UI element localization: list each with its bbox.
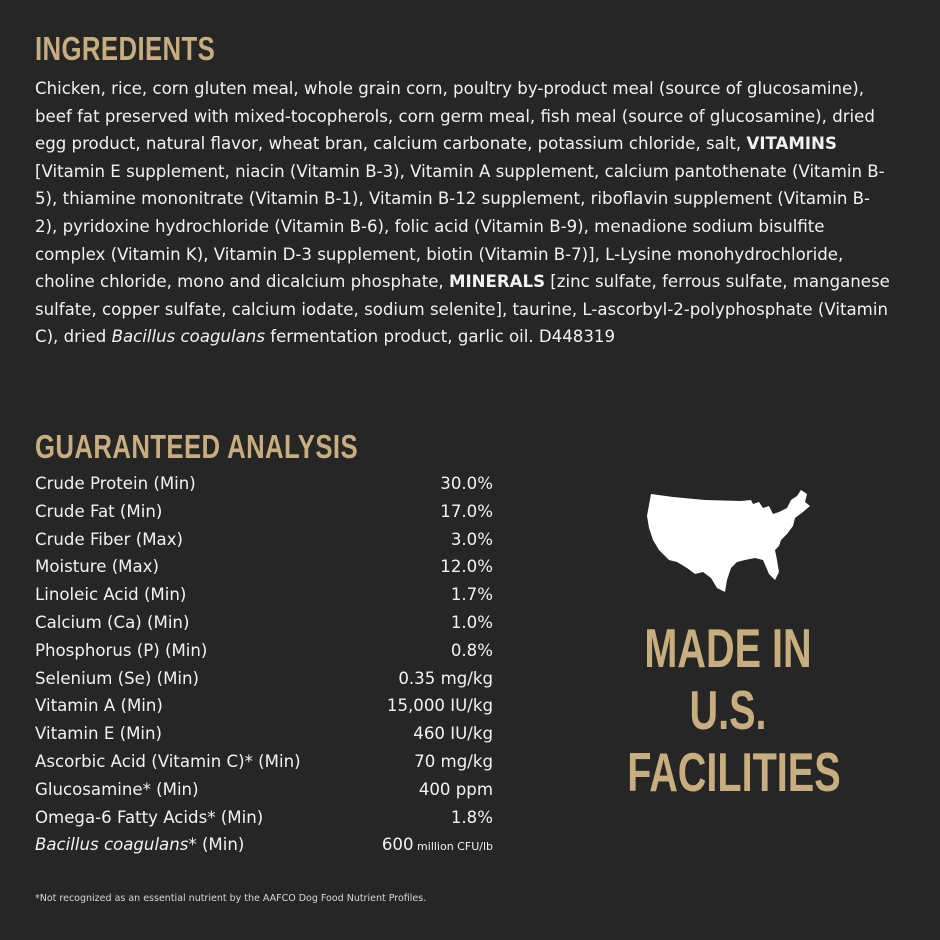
footnote: *Not recognized as an essential nutrient by the AAFCO Dog Food Nutrient Profiles. xyxy=(35,893,427,904)
ingredients-text xyxy=(35,75,890,351)
analysis-name: Linoleic Acid (Min) xyxy=(35,585,187,605)
analysis-value: 15,000 IU/kg xyxy=(386,696,493,716)
analysis-name: Crude Fat (Min) xyxy=(35,501,163,521)
analysis-name: Vitamin A (Min) xyxy=(35,696,163,716)
ingredients-part-1: Chicken, rice, corn gluten meal, whole grain corn, poultry by-product meal (source of glucosamine), beef fat preserved with mixed-tocopherols, corn germ meal, fish meal (source of glucosamine), dried egg product, natural flavor, wheat bran, calcium carbonate, potassium chloride, salt, xyxy=(35,79,875,154)
analysis-value xyxy=(382,835,493,854)
analysis-row xyxy=(35,557,493,585)
analysis-value: 30.0% xyxy=(440,474,493,493)
analysis-name: Ascorbic Acid (Vitamin C)* (Min) xyxy=(35,751,301,771)
analysis-name: Phosphorus (P) (Min) xyxy=(35,640,208,660)
ingredients-heading: INGREDIENTS xyxy=(35,30,216,67)
analysis-name: Selenium (Se) (Min) xyxy=(35,668,200,688)
analysis-row xyxy=(35,502,493,530)
analysis-name: Omega-6 Fatty Acids* (Min) xyxy=(35,807,264,827)
usa-map-icon xyxy=(645,488,813,596)
analysis-value: 400 ppm xyxy=(418,779,493,799)
analysis-row xyxy=(35,808,493,836)
analysis-row xyxy=(35,724,493,752)
analysis-row xyxy=(35,752,493,780)
analysis-value: 1.0% xyxy=(450,612,493,632)
analysis-value: 3.0% xyxy=(450,529,493,549)
bacillus-name-rest: * (Min) xyxy=(188,835,245,855)
analysis-value: 12.0% xyxy=(440,557,493,577)
analysis-name: Crude Fiber (Max) xyxy=(35,529,183,549)
guaranteed-analysis-table xyxy=(35,474,493,863)
bacillus-unit: million CFU/lb xyxy=(413,840,493,854)
analysis-name: Crude Protein (Min) xyxy=(35,474,196,493)
analysis-row xyxy=(35,780,493,808)
analysis-row xyxy=(35,474,493,502)
analysis-name xyxy=(35,835,244,854)
analysis-name: Calcium (Ca) (Min) xyxy=(35,612,190,632)
badge-line-3: FACILITIES xyxy=(627,741,841,803)
analysis-row xyxy=(35,669,493,697)
analysis-value: 1.8% xyxy=(450,807,493,827)
badge-line-2: U.S. xyxy=(689,679,767,741)
analysis-value: 0.8% xyxy=(450,640,493,660)
analysis-row xyxy=(35,530,493,558)
ingredients-part-3: [zinc sulfate, ferrous sulfate, manganese sulfate, copper sulfate, calcium iodate, sodium selenite], taurine, L-ascorbyl-2-polyphosphate (Vitamin C), dried xyxy=(35,272,890,347)
analysis-row xyxy=(35,696,493,724)
analysis-name: Vitamin E (Min) xyxy=(35,724,162,744)
bacillus-name-italic: Bacillus coagulans xyxy=(35,835,189,855)
analysis-row xyxy=(35,613,493,641)
analysis-row xyxy=(35,585,493,613)
analysis-name: Moisture (Max) xyxy=(35,557,159,577)
analysis-value: 460 IU/kg xyxy=(413,724,493,744)
analysis-value: 70 mg/kg xyxy=(414,751,493,771)
bacillus-value: 600 xyxy=(381,835,414,855)
analysis-value: 17.0% xyxy=(440,501,493,521)
made-in-us-badge xyxy=(588,617,868,803)
vitamins-label: VITAMINS xyxy=(746,134,837,154)
bacillus-italic: Bacillus coagulans xyxy=(111,327,265,347)
analysis-row-bacillus xyxy=(35,835,493,863)
minerals-label: MINERALS xyxy=(448,272,546,292)
analysis-row xyxy=(35,641,493,669)
ingredients-part-4: fermentation product, garlic oil. D448319 xyxy=(264,327,616,347)
guaranteed-analysis-heading: GUARANTEED ANALYSIS xyxy=(35,428,359,465)
analysis-value: 0.35 mg/kg xyxy=(398,668,493,688)
analysis-name: Glucosamine* (Min) xyxy=(35,779,199,799)
badge-line-1: MADE IN xyxy=(644,617,812,679)
analysis-value: 1.7% xyxy=(450,585,493,605)
ingredients-part-2: [Vitamin E supplement, niacin (Vitamin B-3), Vitamin A supplement, calcium pantothenate (Vitamin B-5), thiamine mononitrate (Vitamin B-1), Vitamin B-12 supplement, riboflavin supplement (Vitamin B-2), pyridoxine hydrochloride (Vitamin B-6), folic acid (Vitamin B-9), menadione sodium bisulfite complex (Vitamin K), Vitamin D-3 supplement, biotin (Vitamin B-7)], L-Lysine monohydrochloride, choline chloride, mono and dicalcium phosphate, xyxy=(35,161,885,292)
